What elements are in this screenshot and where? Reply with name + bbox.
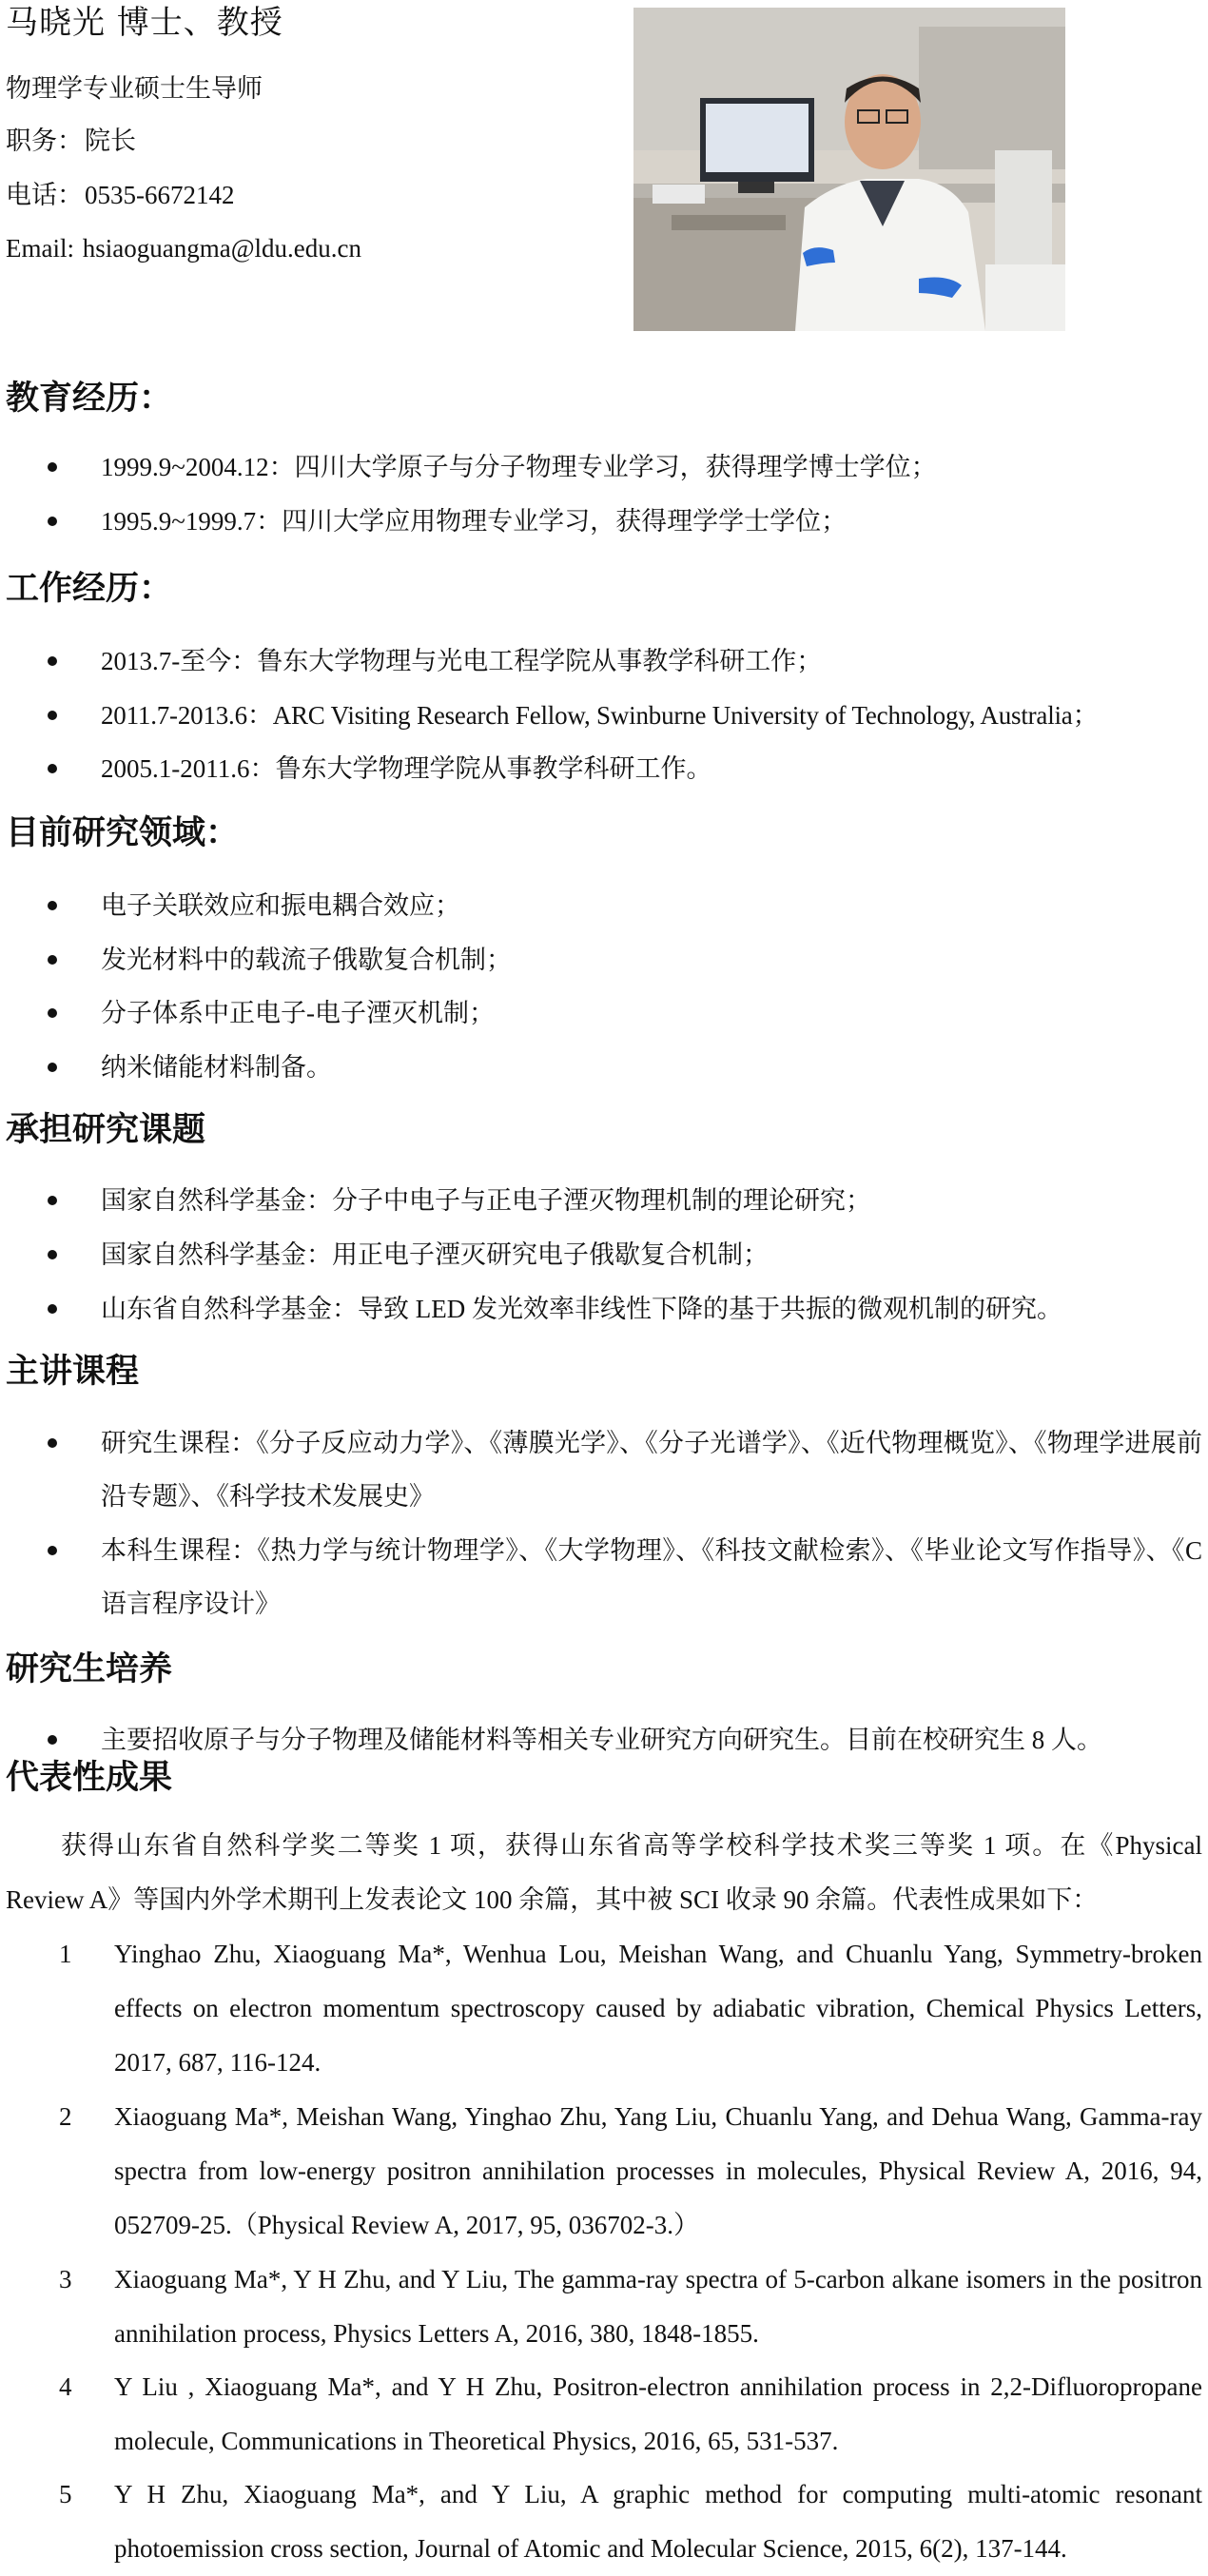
bullet-dot	[48, 901, 57, 910]
project-item: 山东省自然科学基金：导致 LED 发光效率非线性下降的基于共振的微观机制的研究。	[101, 1295, 1062, 1323]
research-item: 电子关联效应和振电耦合效应；	[101, 891, 460, 920]
work-item: 2011.7-2013.6：ARC Visiting Research Fellow, Swinburne University of Technology, Australia；	[101, 701, 1099, 730]
phone-value: 0535-6672142	[85, 181, 235, 209]
course-item: 研究生课程：《分子反应动力学》、《薄膜光学》、《分子光谱学》、《近代物理概览》、《物理学进展前沿专题》、《科学技术发展史》	[101, 1429, 1202, 1511]
profile-photo	[633, 8, 1065, 331]
bullet-dot	[48, 711, 57, 720]
publication-number: 3	[59, 2265, 72, 2293]
research-item: 纳米储能材料制备。	[101, 1053, 332, 1082]
work-item: 2005.1-2011.6：鲁东大学物理学院从事教学科研工作。	[101, 754, 712, 783]
publication-entry: Y H Zhu, Xiaoguang Ma*, and Y Liu, A graphic method for computing multi-atomic resonant photoemission cross section, Journal of Atomic and Molecular Science, 2015, 6(2), 137-144.	[114, 2480, 1202, 2563]
bullet-dot	[48, 1546, 57, 1555]
position-value: 院长	[85, 127, 136, 155]
position-label: 职务：	[6, 127, 83, 155]
students-item: 主要招收原子与分子物理及储能材料等相关专业研究方向研究生。目前在校研究生 8 人。	[101, 1726, 1102, 1754]
bullet-dot	[48, 1196, 57, 1205]
bullet-dot	[48, 517, 57, 526]
project-item: 国家自然科学基金：分子中电子与正电子湮灭物理机制的理论研究；	[101, 1186, 871, 1215]
course-item: 本科生课程：《热力学与统计物理学》、《大学物理》、《科技文献检索》、《毕业论文写作指导》、《C 语言程序设计》	[101, 1536, 1202, 1618]
section-title-courses: 主讲课程	[6, 1353, 140, 1391]
education-item: 1999.9~2004.12：四川大学原子与分子物理专业学习，获得理学博士学位；	[101, 453, 937, 481]
profile-phone	[6, 179, 235, 211]
profile-name: 马晓光 博士、教授	[6, 4, 283, 42]
section-title-education: 教育经历：	[6, 380, 173, 418]
education-item: 1995.9~1999.7：四川大学应用物理专业学习，获得理学学士学位；	[101, 507, 848, 536]
project-item: 国家自然科学基金：用正电子湮灭研究电子俄歇复合机制；	[101, 1240, 769, 1269]
research-item: 分子体系中正电子-电子湮灭机制；	[101, 999, 495, 1027]
bullet-dot	[48, 1304, 57, 1314]
section-title-achievements: 代表性成果	[6, 1759, 173, 1797]
profile-role: 物理学专业硕士生导师	[6, 74, 263, 103]
publication-number: 1	[59, 1940, 72, 1968]
section-title-research: 目前研究领域：	[6, 814, 240, 852]
bullet-dot	[48, 1250, 57, 1259]
section-title-work: 工作经历：	[6, 570, 173, 608]
bullet-dot	[48, 955, 57, 965]
publication-entry: Xiaoguang Ma*, Y H Zhu, and Y Liu, The gamma-ray spectra of 5-carbon alkane isomers in the positron annihilation process, Physics Letters A, 2016, 380, 1848-1855.	[114, 2265, 1202, 2348]
publication-number: 2	[59, 2102, 72, 2131]
publication-entry: Yinghao Zhu, Xiaoguang Ma*, Wenhua Lou, Meishan Wang, and Chuanlu Yang, Symmetry-broken effects on electron momentum spectroscopy caused by adiabatic vibration, Chemical Physics Letters, 2017, 687, 116-124.	[114, 1940, 1202, 2077]
bullet-dot	[48, 1735, 57, 1745]
publication-number: 4	[59, 2372, 72, 2401]
section-title-students: 研究生培养	[6, 1650, 173, 1688]
bullet-dot	[48, 1063, 57, 1072]
email-label: Email:	[6, 234, 81, 263]
section-title-projects: 承担研究课题	[6, 1111, 206, 1149]
profile-email	[6, 232, 361, 264]
bullet-dot	[48, 1008, 57, 1018]
publication-entry: Xiaoguang Ma*, Meishan Wang, Yinghao Zhu, Yang Liu, Chuanlu Yang, and Dehua Wang, Gamma-ray spectra from low-energy positron annihilation processes in molecules, Physical Review A, 2016, 94, 052709-25.（Physical Review A, 2017, 95, 036702-3.）	[114, 2102, 1202, 2239]
publication-entry: Y Liu , Xiaoguang Ma*, and Y H Zhu, Positron-electron annihilation process in 2,2-Difluoropropane molecule, Communications in Theoretical Physics, 2016, 65, 531-537.	[114, 2372, 1202, 2455]
bullet-dot	[48, 462, 57, 472]
publication-number: 5	[59, 2480, 72, 2508]
bullet-dot	[48, 764, 57, 773]
achievements-intro: 获得山东省自然科学奖二等奖 1 项，获得山东省高等学校科学技术奖三等奖 1 项。在《Physical Review A》等国内外学术期刊上发表论文 100 余篇，其中被 SCI 收录 90 余篇。代表性成果如下：	[6, 1831, 1202, 1914]
profile-position	[6, 125, 136, 157]
email-value[interactable]: hsiaoguangma@ldu.edu.cn	[82, 234, 362, 263]
bullet-dot	[48, 656, 57, 666]
research-item: 发光材料中的载流子俄歇复合机制；	[101, 946, 512, 974]
phone-label: 电话：	[6, 181, 83, 209]
bullet-dot	[48, 1438, 57, 1448]
work-item: 2013.7-至今：鲁东大学物理与光电工程学院从事教学科研工作；	[101, 647, 823, 675]
